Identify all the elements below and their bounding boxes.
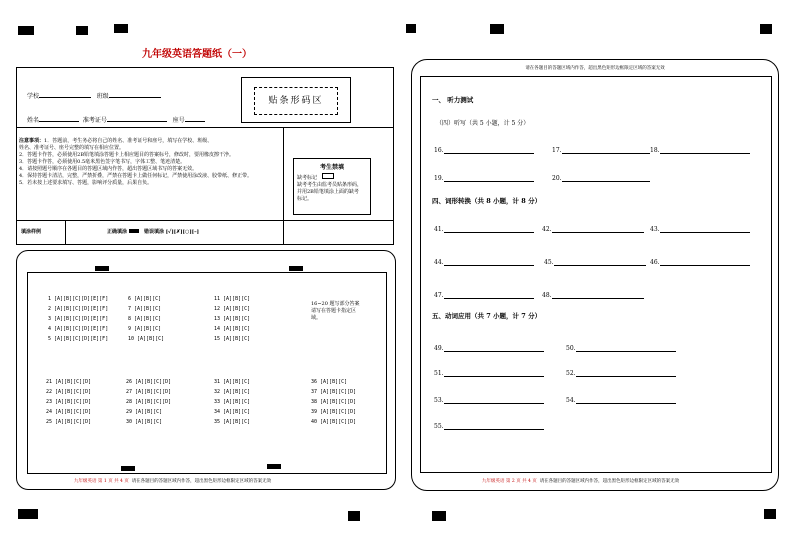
page-title: 九年级英语答题纸（一）: [142, 49, 252, 60]
alignment-mark: [406, 24, 416, 33]
inner-frame: [420, 76, 772, 473]
alignment-mark: [289, 266, 303, 271]
mc-column[interactable]: 36 [A][B][C] 37 [A][B][C][D] 38 [A][B][C][D] 39 [A][B][C][D] 40 [A][B][C][D]: [311, 379, 357, 425]
answer-18[interactable]: 18.: [650, 147, 750, 154]
divider: [65, 220, 66, 245]
answer-19[interactable]: 19.: [434, 175, 534, 182]
alignment-mark: [760, 24, 772, 34]
alignment-mark: [348, 511, 360, 521]
answer-52[interactable]: 52.: [566, 370, 676, 377]
absent-box: 考生禁填 缺考标记 缺考考生由监考员贴条形码， 并用2B铅笔填涂上面的缺考 标记。: [293, 158, 371, 215]
alignment-mark: [490, 24, 504, 34]
answer-41[interactable]: 41.: [434, 226, 534, 233]
answer-48[interactable]: 48.: [542, 292, 644, 299]
correct-fill-sample: [129, 229, 139, 233]
name-field[interactable]: [39, 121, 79, 122]
alignment-mark: [764, 509, 776, 519]
section-listening: 一、 听力测试: [432, 96, 474, 104]
answer-47[interactable]: 47.: [434, 292, 534, 299]
alignment-mark: [432, 511, 446, 521]
multiple-choice-box: [16, 250, 396, 490]
answer-17[interactable]: 17.: [552, 147, 650, 154]
class-field[interactable]: [109, 97, 161, 98]
answer-20[interactable]: 20.: [552, 175, 650, 182]
footer: 九年级英语 第 1 页 共 4 页 请在各题目的答题区域内作答，超出黑色矩形边框限定区域的答案无效: [74, 479, 272, 484]
exam-no-field[interactable]: [107, 121, 167, 122]
divider: [283, 127, 284, 245]
seat-field[interactable]: [185, 121, 205, 122]
mc-column[interactable]: 6 [A][B][C] 7 [A][B][C] 8 [A][B][C] 9 [A][B][C] 10 [A][B][C]: [128, 296, 165, 342]
answer-44[interactable]: 44.: [434, 259, 534, 266]
header-box: [16, 67, 394, 245]
school-row: 学校 班级: [27, 91, 161, 100]
answer-53[interactable]: 53.: [434, 397, 544, 404]
notes: 注意事项：1．答题前，考生务必将自己的姓名、准考证号和座号，填写在学校、班级、 姓名、准考证号、座号完整的填写在相应位置。 2．答题卡作答，必须使用2B铅笔填涂答题卡上相应题目的答案标号，修改时，要用橡皮擦干净。 3．答题卡作答，必须使用0.5毫米黑色签字笔书写，字体工整、笔迹清楚。 4．请按照题号顺序在各题目的答题区域内作答，超出答题区域书写的答案无效。 4．保持答题卡清洁，完整，严禁折叠，严禁在答题卡上做任何标记，严禁使用涂改液、胶带纸、修正带。 5．若未按上述要求填写、答题，影响评分质量，后果自负。: [19, 138, 253, 186]
alignment-mark: [76, 26, 88, 35]
mc-column[interactable]: 21 [A][B][C][D] 22 [A][B][C][D] 23 [A][B][C][D] 24 [A][B][C][D] 25 [A][B][C][D]: [46, 379, 92, 425]
section-verb-usage: 五、动词应用（共 7 小题，计 7 分）: [432, 312, 542, 320]
alignment-mark: [114, 24, 128, 33]
answer-46[interactable]: 46.: [650, 259, 750, 266]
mc-column[interactable]: 26 [A][B][C][D] 27 [A][B][C][D] 28 [A][B][C][D] 29 [A][B][C] 30 [A][B][C]: [126, 379, 172, 425]
answer-42[interactable]: 42.: [542, 226, 644, 233]
name-row: 姓名 准考证号 座号: [27, 115, 205, 124]
fill-example-label: 填涂样例: [21, 229, 42, 235]
section-word-forms: 四、词形转换（共 8 小题，计 8 分）: [432, 197, 542, 205]
footer: 九年级英语 第 2 页 共 4 页 请在各题目的答题区域内作答，超出黑色矩形边框限定区域的答案无效: [482, 479, 680, 484]
alignment-mark: [18, 509, 38, 519]
answer-50[interactable]: 50.: [566, 345, 676, 352]
barcode-label: 贴条形码区: [254, 87, 338, 115]
alignment-mark: [95, 266, 109, 271]
answer-49[interactable]: 49.: [434, 345, 544, 352]
answer-16[interactable]: 16.: [434, 147, 534, 154]
alignment-mark: [121, 466, 135, 471]
alignment-mark: [18, 26, 34, 35]
mc-column[interactable]: 11 [A][B][C] 12 [A][B][C] 13 [A][B][C] 14 [A][B][C] 15 [A][B][C]: [214, 296, 251, 342]
top-notice: 请在各题目的答题区域内作答，超出黑色矩形边框限定区域的答案无效: [525, 66, 665, 71]
answer-55[interactable]: 55.: [434, 423, 544, 430]
answer-45[interactable]: 45.: [544, 259, 646, 266]
answer-51[interactable]: 51.: [434, 370, 544, 377]
answer-43[interactable]: 43.: [650, 226, 750, 233]
mc-column[interactable]: 31 [A][B][C] 32 [A][B][C] 33 [A][B][C] 34 [A][B][C] 35 [A][B][C]: [214, 379, 251, 425]
fill-example: 正确填涂 错误填涂 [✓][✗][○][–]: [107, 229, 199, 235]
subsection-dictation: （四）听写（共 5 小题，计 5 分）: [436, 120, 530, 127]
absent-mark-box[interactable]: [322, 173, 334, 179]
absent-title: 考生禁填: [319, 164, 344, 171]
mc-column[interactable]: 1 [A][B][C][D][E][F] 2 [A][B][C][D][E][F] 3 [A][B][C][D][E][F] 4 [A][B][C][D][E][F] 5 [A][B][C][D][E][F]: [48, 296, 109, 342]
answer-54[interactable]: 54.: [566, 397, 676, 404]
mc-note: 16~20 题写部分答案 请写在答题卡指定区 域。: [311, 301, 360, 321]
absent-mark-label: 缺考标记: [297, 175, 318, 181]
divider: [17, 127, 393, 128]
barcode-area: [241, 77, 351, 123]
divider: [17, 220, 393, 221]
alignment-mark: [267, 464, 281, 469]
school-field[interactable]: [39, 97, 91, 98]
